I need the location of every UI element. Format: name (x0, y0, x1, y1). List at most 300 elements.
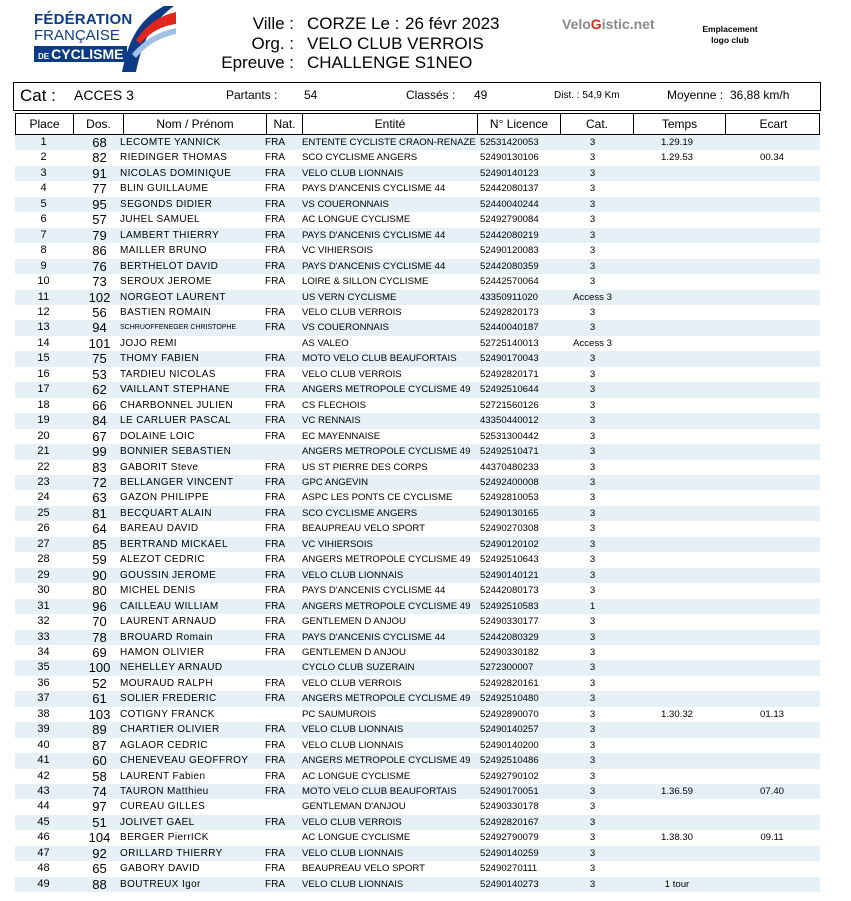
cell-name: JOLIVET GAEL (120, 816, 195, 828)
cell-name: SEROUX JEROME (120, 276, 212, 288)
cell-place: 42 (37, 769, 50, 782)
cell-cat: 3 (589, 832, 596, 844)
cell-dossard: 64 (92, 521, 107, 537)
cell-entite: PAYS D'ANCENIS CYCLISME 44 (302, 183, 446, 195)
cell-dossard: 73 (92, 274, 107, 290)
cell-nat: FRA (265, 167, 285, 179)
cell-licence: 43350911020 (480, 291, 538, 303)
cell-dossard: 63 (92, 490, 107, 506)
cell-name: SCHRUOFFENEGER CHRISTOPHE (120, 324, 237, 332)
cell-entite: VELO CLUB VERROIS (302, 677, 402, 689)
cell-entite: VELO CLUB LIONNAIS (302, 878, 404, 890)
cell-entite: ENTENTE CYCLISTE CRAON-RENAZE (302, 137, 476, 148)
cell-dossard: 83 (92, 459, 107, 475)
cell-cat: 3 (589, 507, 596, 519)
cell-place: 33 (37, 630, 50, 643)
cell-dossard: 99 (92, 444, 107, 460)
cell-dossard: 86 (92, 243, 107, 259)
moyenne-label: Moyenne : (667, 88, 724, 102)
cell-entite: ASPC LES PONTS CE CYCLISME (302, 492, 453, 504)
cell-nat: FRA (265, 878, 285, 890)
cell-nat: FRA (265, 816, 285, 828)
cell-cat: 3 (589, 662, 596, 674)
cell-nat: FRA (265, 476, 285, 488)
cell-place: 45 (37, 815, 50, 828)
cell-entite: VC VIHIERSOIS (302, 245, 373, 257)
cell-nat: FRA (265, 863, 285, 875)
table-row (15, 212, 820, 227)
cell-licence: 52442080219 (480, 229, 539, 241)
cell-dossard: 103 (88, 706, 111, 722)
cell-licence: 52492820173 (480, 306, 539, 318)
cell-cat: 3 (589, 863, 596, 875)
cell-nat: FRA (265, 600, 285, 612)
table-row (15, 660, 820, 675)
col-dossard: Dos. (73, 114, 123, 134)
cell-nat: FRA (265, 198, 285, 210)
table-row (15, 351, 820, 366)
table-row (15, 290, 820, 305)
cell-place: 24 (37, 491, 50, 504)
cell-name: CHENEVEAU GEOFFROY (120, 755, 249, 767)
cell-cat: 3 (589, 198, 596, 210)
cell-nat: FRA (265, 631, 285, 643)
cell-entite: VELO CLUB VERROIS (302, 368, 402, 380)
cell-dossard: 69 (92, 644, 107, 660)
cell-ecart: 09.11 (760, 832, 784, 844)
cell-entite: VS COUERONNAIS (302, 322, 389, 334)
cell-dossard: 65 (92, 861, 107, 877)
moyenne-value: 36,88 km/h (730, 88, 790, 102)
cell-licence: 52490170051 (480, 786, 539, 798)
cell-name: NEHELLEY ARNAUD (120, 662, 223, 674)
cell-dossard: 79 (92, 227, 107, 243)
cell-place: 15 (37, 352, 50, 365)
cell-nat: FRA (265, 229, 285, 241)
cell-entite: CYCLO CLUB SUZERAIN (302, 662, 415, 674)
cell-entite: ANGERS METROPOLE CYCLISME 49 (302, 554, 471, 566)
table-row (15, 799, 820, 814)
cell-place: 14 (37, 336, 50, 349)
cell-place: 29 (37, 568, 50, 581)
cell-name: CAILLEAU WILLIAM (120, 600, 219, 612)
cell-entite: VELO CLUB VERROIS (302, 816, 402, 828)
cell-entite: ANGERS METROPOLE CYCLISME 49 (302, 446, 471, 458)
cell-nat: FRA (265, 739, 285, 751)
cell-licence: 52490330177 (480, 616, 539, 628)
cell-cat: 3 (589, 724, 596, 736)
cell-nat: FRA (265, 492, 285, 504)
cell-cat: 3 (589, 554, 596, 566)
cell-entite: VELO CLUB LIONNAIS (302, 167, 404, 179)
col-nat: Nat. (266, 114, 302, 134)
cell-entite: VS COUERONNAIS (302, 198, 389, 210)
cell-dossard: 84 (92, 413, 107, 429)
cell-cat: 3 (589, 523, 596, 535)
table-body (15, 135, 820, 892)
table-row (15, 274, 820, 289)
cat-value: ACCES 3 (74, 87, 134, 103)
cell-ecart: 01.13 (759, 708, 784, 720)
cell-licence: 52490170043 (480, 353, 539, 365)
cell-cat: 3 (589, 786, 596, 798)
cell-licence: 52531420053 (480, 137, 539, 148)
cell-name: BERTHELOT DAVID (120, 260, 219, 272)
cell-nat: FRA (265, 137, 285, 148)
cell-cat: 3 (589, 353, 596, 365)
cell-ecart: 00.34 (759, 152, 784, 164)
table-row (15, 367, 820, 382)
cell-name: GAZON PHILIPPE (120, 492, 209, 504)
cell-name: MICHEL DENIS (120, 585, 196, 597)
cell-place: 35 (37, 661, 50, 674)
table-row (15, 599, 820, 614)
cat-label: Cat : (20, 86, 56, 105)
cell-cat: 3 (589, 708, 596, 720)
cell-dossard: 72 (92, 474, 107, 490)
table-row (15, 583, 820, 598)
table-row (15, 676, 820, 691)
cell-cat: 3 (589, 137, 596, 148)
cell-cat: Access 3 (573, 337, 612, 349)
cell-entite: MOTO VELO CLUB BEAUFORTAIS (302, 786, 457, 798)
table-row (15, 243, 820, 258)
cell-place: 25 (37, 506, 50, 519)
cell-nat: FRA (265, 322, 285, 334)
col-temps: Temps (633, 114, 725, 134)
table-row (15, 506, 820, 521)
table-row (15, 552, 820, 567)
cell-entite: VC RENNAIS (302, 415, 361, 427)
cell-place: 3 (40, 166, 47, 179)
cell-name: AGLAOR CEDRIC (120, 739, 208, 751)
table-row (15, 645, 820, 660)
cell-nat: FRA (265, 183, 285, 195)
cell-nat: FRA (265, 507, 285, 519)
cell-dossard: 67 (92, 428, 107, 444)
cell-nat: FRA (265, 415, 285, 427)
cell-cat: 3 (589, 167, 596, 179)
cell-dossard: 78 (92, 629, 107, 645)
cell-dossard: 53 (92, 366, 107, 382)
cell-dossard: 80 (92, 583, 107, 599)
cell-name: BOUTREUX Igor (120, 878, 201, 890)
col-name: Nom / Prénom (123, 114, 266, 134)
table-row (15, 460, 820, 475)
cell-name: BERTRAND MICKAEL (120, 538, 228, 550)
cell-name: LAMBERT THIERRY (120, 229, 220, 241)
cell-entite: GENTLEMAN D'ANJOU (302, 801, 406, 813)
cell-place: 20 (37, 429, 50, 442)
table-row (15, 722, 820, 737)
cell-place: 28 (37, 553, 50, 566)
table-row (15, 429, 820, 444)
table-row (15, 135, 820, 150)
cell-name: JUHEL SAMUEL (120, 214, 201, 226)
cell-entite: GPC ANGEVIN (302, 476, 369, 488)
cell-nat: FRA (265, 786, 285, 798)
cell-entite: SCO CYCLISME ANGERS (302, 152, 418, 164)
cell-name: LECOMTE YANNICK (120, 137, 221, 148)
cell-cat: 3 (589, 260, 596, 272)
cell-temps: 1.30.32 (660, 708, 693, 720)
cell-licence: 52721560126 (480, 399, 539, 411)
cell-name: BELLANGER VINCENT (120, 476, 234, 488)
cell-licence: 52490330178 (480, 801, 539, 813)
cell-place: 18 (37, 398, 50, 411)
cell-name: GABORY DAVID (120, 863, 200, 875)
cell-cat: 3 (589, 677, 596, 689)
cell-nat: FRA (265, 538, 285, 550)
cell-temps: 1.38.30 (660, 832, 693, 844)
cell-nat: FRA (265, 693, 285, 705)
cell-entite: VELO CLUB VERROIS (302, 306, 402, 318)
cell-nat: FRA (265, 677, 285, 689)
ffc-wordmark: FÉDÉRATION FRANÇAISE DE CYCLISME (34, 11, 133, 62)
cell-place: 13 (37, 321, 50, 334)
cell-name: LAURENT Fabien (120, 770, 206, 782)
cell-nat: FRA (265, 306, 285, 318)
table-row (15, 614, 820, 629)
cell-licence: 52490140273 (480, 878, 539, 890)
cell-nat: FRA (265, 260, 285, 272)
cell-name: BERGER PierrICK (120, 832, 209, 844)
cell-name: BLIN GUILLAUME (120, 183, 209, 195)
cell-place: 49 (37, 877, 50, 890)
cell-name: BONNIER SEBASTIEN (120, 446, 232, 458)
cell-licence: 52492510583 (480, 600, 539, 612)
cell-dossard: 70 (92, 614, 107, 630)
cell-place: 21 (37, 445, 50, 458)
cell-name: COTIGNY FRANCK (120, 708, 215, 720)
cell-name: JOJO REMI (120, 337, 177, 349)
cell-nat: FRA (265, 847, 285, 859)
cell-place: 17 (37, 383, 50, 396)
cell-dossard: 59 (92, 552, 107, 568)
cell-entite: PAYS D'ANCENIS CYCLISME 44 (302, 260, 446, 272)
partants-label: Partants : (226, 88, 278, 102)
cell-licence: 52492400008 (480, 476, 539, 488)
cell-temps: 1.36.59 (660, 786, 693, 798)
cell-temps: 1.29.53 (660, 152, 693, 164)
cell-dossard: 56 (92, 304, 107, 320)
cell-name: BECQUART ALAIN (120, 507, 212, 519)
table-row (15, 398, 820, 413)
org-value: VELO CLUB VERROIS (307, 34, 484, 53)
cell-temps: 1.29.19 (660, 137, 693, 148)
cell-cat: 3 (589, 739, 596, 751)
cell-licence: 52725140013 (480, 337, 539, 349)
table-row (15, 320, 820, 335)
cell-place: 46 (37, 831, 50, 844)
table-header (15, 113, 820, 135)
cell-licence: 52440040244 (480, 198, 539, 210)
cell-licence: 52490270308 (480, 523, 539, 535)
cell-licence: 52490140257 (480, 724, 539, 736)
table-row (15, 413, 820, 428)
cell-entite: CS FLECHOIS (302, 399, 366, 411)
cell-nat: FRA (265, 399, 285, 411)
table-row (15, 784, 820, 799)
table-row (15, 738, 820, 753)
col-cat: Cat. (560, 114, 633, 134)
cell-cat: 3 (589, 430, 596, 442)
cell-cat: 3 (589, 755, 596, 767)
cell-cat: 3 (589, 616, 596, 628)
table-row (15, 444, 820, 459)
cell-licence: 52492820171 (480, 368, 539, 380)
cell-licence: 52492510486 (480, 755, 539, 767)
cell-place: 34 (37, 645, 50, 658)
cell-dossard: 97 (92, 799, 107, 815)
classes-value: 49 (474, 88, 488, 102)
cell-cat: 3 (589, 415, 596, 427)
cell-licence: 52492790102 (480, 770, 539, 782)
cell-licence: 52442570064 (480, 276, 539, 288)
table-row (15, 815, 820, 830)
cell-entite: BEAUPREAU VELO SPORT (302, 523, 425, 535)
cell-licence: 52492510643 (480, 554, 539, 566)
table-row (15, 769, 820, 784)
cell-entite: VELO CLUB LIONNAIS (302, 569, 404, 581)
cell-place: 7 (40, 228, 47, 241)
cell-place: 41 (37, 754, 50, 767)
cell-nat: FRA (265, 152, 285, 164)
partants-value: 54 (304, 88, 318, 102)
cell-dossard: 96 (92, 598, 107, 614)
cell-name: SEGONDS DIDIER (120, 198, 213, 210)
cell-dossard: 58 (92, 768, 107, 784)
race-summary (13, 82, 821, 111)
cell-entite: ANGERS METROPOLE CYCLISME 49 (302, 600, 471, 612)
cell-licence: 52490140200 (480, 739, 539, 751)
cell-nat: FRA (265, 276, 285, 288)
cell-licence: 52492820167 (480, 816, 539, 828)
cell-licence: 52442080173 (480, 585, 539, 597)
cell-licence: 52490270111 (480, 863, 538, 875)
cell-licence: 52492890070 (480, 708, 539, 720)
ffc-logo (10, 2, 160, 78)
cell-place: 48 (37, 862, 50, 875)
table-row (15, 537, 820, 552)
cell-place: 38 (37, 707, 50, 720)
cell-licence: 52492510644 (480, 384, 539, 396)
cell-cat: 3 (589, 368, 596, 380)
table-row (15, 166, 820, 181)
cell-place: 40 (37, 738, 50, 751)
cell-nat: FRA (265, 724, 285, 736)
cell-place: 5 (40, 197, 47, 210)
cell-name: TAURON Matthieu (120, 786, 209, 798)
cell-licence: 52492790084 (480, 214, 539, 226)
cell-place: 47 (37, 846, 50, 859)
cell-cat: 3 (589, 816, 596, 828)
cell-dossard: 68 (92, 135, 107, 150)
cell-dossard: 104 (88, 830, 111, 846)
col-licence: N° Licence (477, 114, 560, 134)
cell-place: 36 (37, 676, 50, 689)
cell-dossard: 94 (92, 320, 107, 336)
col-place: Place (29, 117, 60, 131)
col-ecart: Ecart (725, 114, 821, 134)
cell-name: GOUSSIN JEROME (120, 569, 217, 581)
cell-cat: 3 (589, 183, 596, 195)
cell-nat: FRA (265, 755, 285, 767)
cell-nat: FRA (265, 384, 285, 396)
cell-entite: LOIRE & SILLON CYCLISME (302, 276, 429, 288)
cell-dossard: 81 (92, 505, 107, 521)
cell-place: 22 (37, 460, 50, 473)
cell-entite: VELO CLUB LIONNAIS (302, 724, 404, 736)
cell-dossard: 51 (92, 814, 107, 830)
cell-dossard: 75 (92, 351, 107, 367)
cell-licence: 52492810053 (480, 492, 539, 504)
epreuve-value: CHALLENGE S1NEO (307, 53, 473, 72)
cell-name: NORGEOT LAURENT (120, 291, 226, 303)
cell-temps: 1 tour (664, 878, 690, 890)
ville-value: CORZE (307, 14, 367, 33)
cell-dossard: 87 (92, 737, 107, 753)
cell-place: 23 (37, 475, 50, 488)
cell-dossard: 100 (88, 660, 111, 676)
table-row (15, 830, 820, 845)
table-row (15, 877, 820, 892)
cell-dossard: 82 (92, 150, 107, 166)
cell-entite: ANGERS METROPOLE CYCLISME 49 (302, 693, 471, 705)
cell-cat: 3 (589, 399, 596, 411)
cell-name: HAMON OLIVIER (120, 646, 205, 658)
cell-place: 32 (37, 615, 50, 628)
cell-entite: AC LONGUE CYCLISME (302, 214, 411, 226)
cell-cat: 3 (589, 492, 596, 504)
cell-name: VAILLANT STEPHANE (120, 384, 230, 396)
cell-dossard: 92 (92, 845, 107, 861)
cell-entite: SCO CYCLISME ANGERS (302, 507, 418, 519)
cell-dossard: 88 (92, 876, 107, 892)
cell-place: 4 (40, 182, 47, 195)
cell-nat: FRA (265, 585, 285, 597)
table-row (15, 150, 820, 165)
cell-name: GABORIT Steve (120, 461, 199, 473)
cell-licence: 52492510480 (480, 693, 539, 705)
cell-dossard: 90 (92, 567, 107, 583)
cell-entite: AC LONGUE CYCLISME (302, 770, 411, 782)
cell-name: NICOLAS DOMINIQUE (120, 167, 232, 179)
cell-entite: ANGERS METROPOLE CYCLISME 49 (302, 384, 471, 396)
results-table (15, 113, 820, 892)
cell-place: 44 (37, 800, 50, 813)
cell-place: 30 (37, 584, 50, 597)
table-row (15, 846, 820, 861)
cell-nat: FRA (265, 245, 285, 257)
cell-licence: 52492790079 (480, 832, 539, 844)
cell-nat: FRA (265, 430, 285, 442)
distance: Dist. : 54,9 Km (554, 90, 620, 101)
cell-entite: PC SAUMUROIS (302, 708, 377, 720)
cell-licence: 52442080329 (480, 631, 539, 643)
velogistic-brand: VeloGistic.net (562, 16, 655, 32)
cell-cat: 3 (589, 585, 596, 597)
cell-cat: 3 (589, 461, 596, 473)
cell-entite: VELO CLUB LIONNAIS (302, 847, 404, 859)
cell-cat: 3 (589, 770, 596, 782)
cell-nat: FRA (265, 523, 285, 535)
cell-entite: PAYS D'ANCENIS CYCLISME 44 (302, 229, 446, 241)
cell-nat: FRA (265, 569, 285, 581)
cell-nat: FRA (265, 554, 285, 566)
cell-place: 27 (37, 537, 50, 550)
cell-place: 19 (37, 414, 50, 427)
